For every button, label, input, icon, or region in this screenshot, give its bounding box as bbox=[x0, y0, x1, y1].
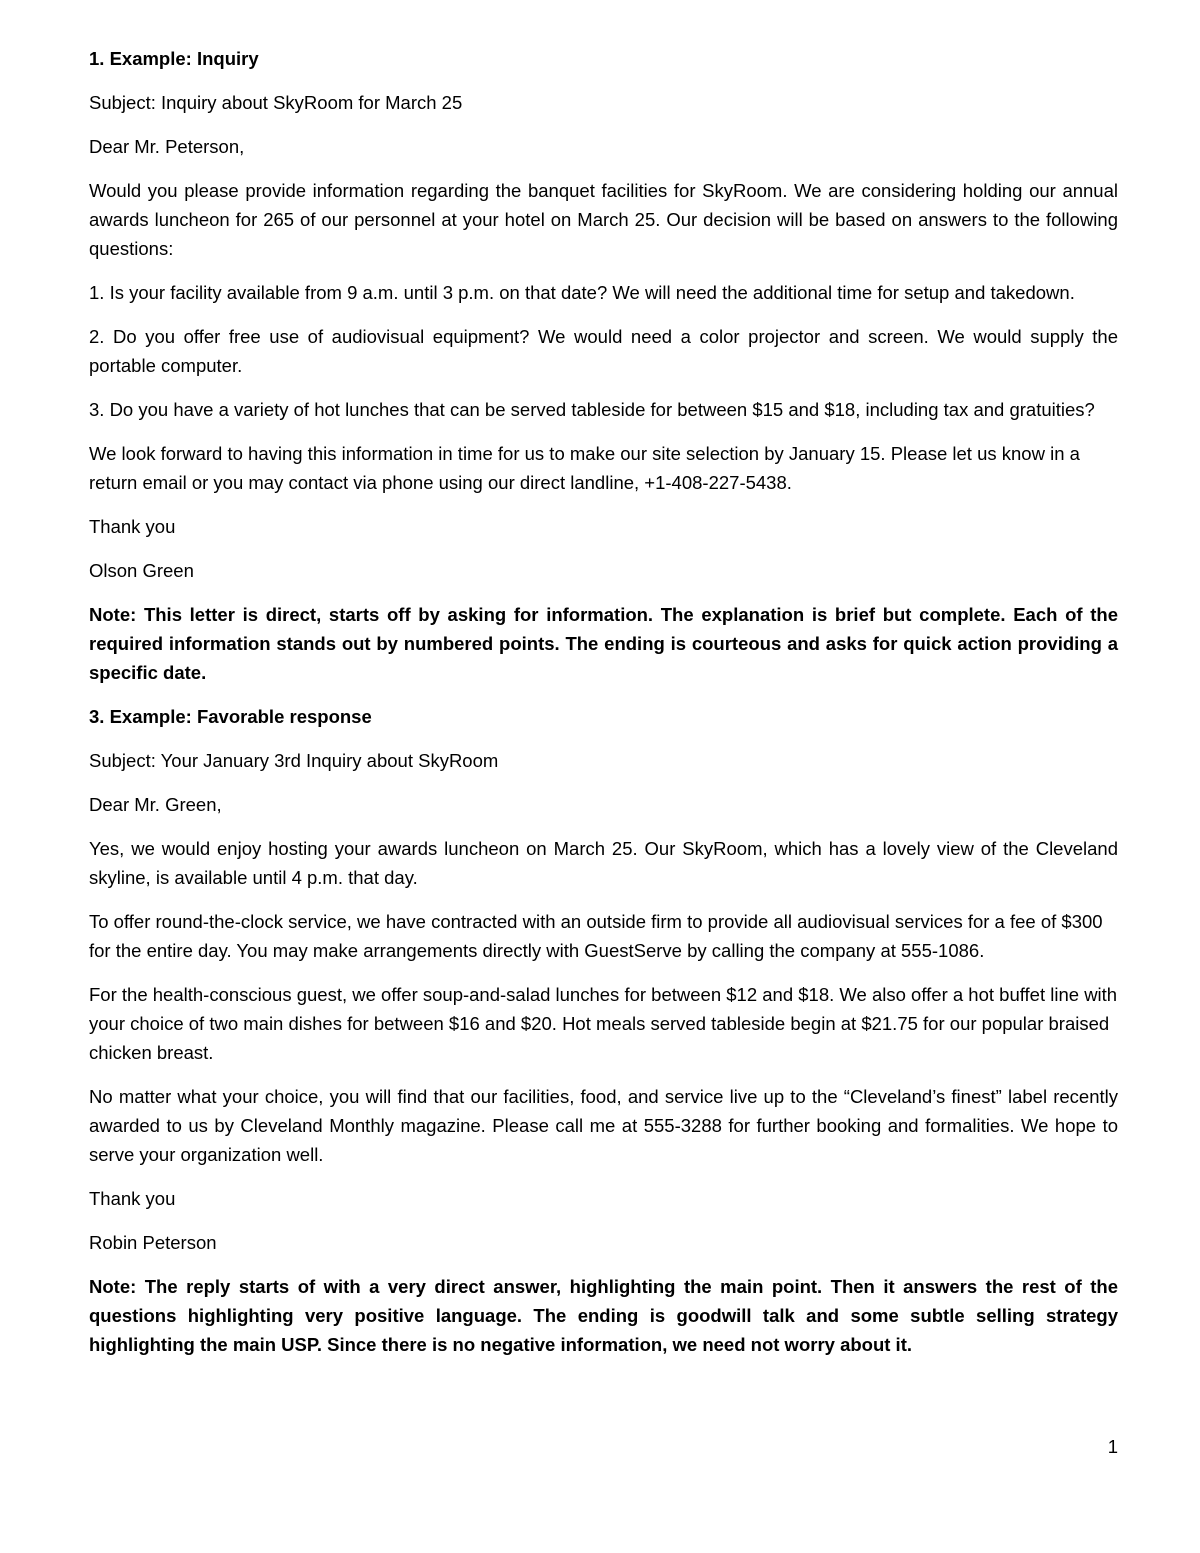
letter-salutation: Dear Mr. Green, bbox=[89, 794, 222, 815]
letter-salutation: Dear Mr. Peterson, bbox=[89, 136, 245, 157]
section-heading-favorable-response: 3. Example: Favorable response bbox=[89, 706, 372, 727]
question-item: 2. Do you offer free use of audiovisual equipment? We would need a color projector and screen. We would supply the portable computer. bbox=[89, 326, 1118, 376]
question-item: 1. Is your facility available from 9 a.m. until 3 p.m. on that date? We will need the additional time for setup and takedown. bbox=[89, 282, 1075, 303]
letter-signature: Olson Green bbox=[89, 560, 194, 581]
question-item: 3. Do you have a variety of hot lunches that can be served tableside for between $15 and $18, including tax and gratuities? bbox=[89, 399, 1095, 420]
letter-paragraph: To offer round-the-clock service, we have contracted with an outside firm to provide all audiovisual services for a fee of $300 for the entire day. You may make arrangements directly with GuestServe by calling the company at 555-1086. bbox=[89, 911, 1103, 961]
document-page bbox=[89, 44, 1118, 1374]
letter-intro: Would you please provide information regarding the banquet facilities for SkyRoom. We are considering holding our annual awards luncheon for 265 of our personnel at your hotel on March 25. Our decision will be based on answers to the following questions: bbox=[89, 180, 1118, 259]
letter-signature: Robin Peterson bbox=[89, 1232, 217, 1253]
letter-paragraph: Yes, we would enjoy hosting your awards luncheon on March 25. Our SkyRoom, which has a lovely view of the Cleveland skyline, is available until 4 p.m. that day. bbox=[89, 838, 1118, 888]
letter-subject: Subject: Inquiry about SkyRoom for March 25 bbox=[89, 92, 463, 113]
page-number: 1 bbox=[1107, 1436, 1118, 1457]
letter-closing-paragraph: We look forward to having this information in time for us to make our site selection by January 15. Please let us know in a return email or you may contact via phone using our direct landline, +1-408-227-5438. bbox=[89, 443, 1080, 493]
letter-note: Note: The reply starts of with a very direct answer, highlighting the main point. Then it answers the rest of the questions highlighting very positive language. The ending is goodwill talk and some subtle selling strategy highlighting the main USP. Since there is no negative information, we need not worry about it. bbox=[89, 1276, 1118, 1355]
letter-paragraph: No matter what your choice, you will find that our facilities, food, and service live up to the “Cleveland’s finest” label recently awarded to us by Cleveland Monthly magazine. Please call me at 555-3288 for further booking and formalities. We hope to serve your organization well. bbox=[89, 1086, 1118, 1165]
letter-signoff: Thank you bbox=[89, 1188, 176, 1209]
section-heading-inquiry: 1. Example: Inquiry bbox=[89, 48, 259, 69]
letter-note: Note: This letter is direct, starts off by asking for information. The explanation is brief but complete. Each of the required information stands out by numbered points. The ending is courteous and asks for quick action providing a specific date. bbox=[89, 604, 1118, 683]
letter-signoff: Thank you bbox=[89, 516, 176, 537]
letter-paragraph: For the health-conscious guest, we offer soup-and-salad lunches for between $12 and $18. We also offer a hot buffet line with your choice of two main dishes for between $16 and $20. Hot meals served tableside begin at $21.75 for our popular braised chicken breast. bbox=[89, 984, 1118, 1063]
letter-subject: Subject: Your January 3rd Inquiry about SkyRoom bbox=[89, 750, 499, 771]
